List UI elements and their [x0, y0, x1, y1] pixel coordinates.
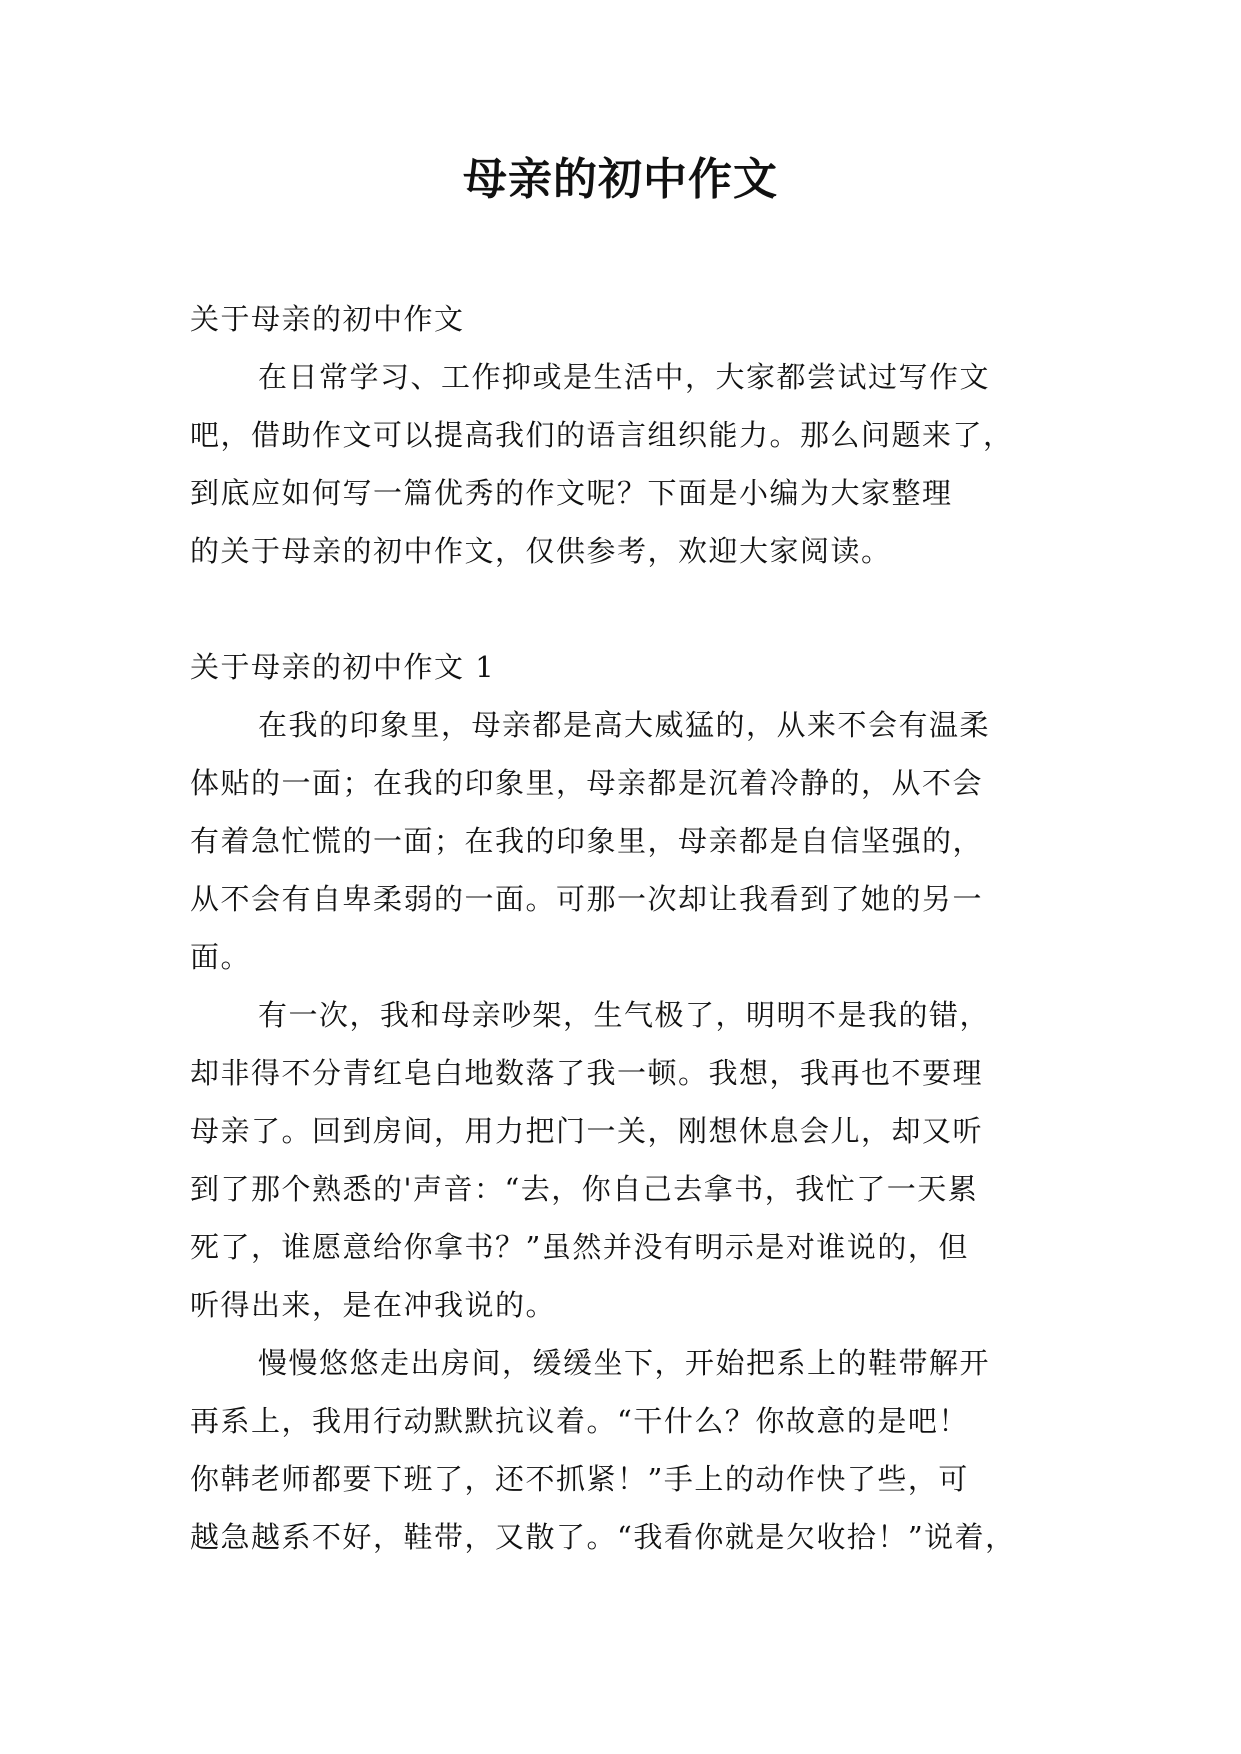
paragraph-line: 在日常学习、工作抑或是生活中，大家都尝试过写作文: [258, 360, 991, 394]
paragraph-line: 在我的印象里，母亲都是高大威猛的，从来不会有温柔: [258, 708, 991, 742]
paragraph-line: 母亲了。回到房间，用力把门一关，刚想休息会儿，却又听: [190, 1114, 984, 1148]
paragraph-line: 慢慢悠悠走出房间，缓缓坐下，开始把系上的鞋带解开: [258, 1346, 991, 1380]
paragraph-line: 到了那个熟悉的'声音：“去，你自己去拿书，我忙了一天累: [190, 1172, 979, 1206]
paragraph-1: [190, 696, 1060, 986]
paragraph-line: 你韩老师都要下班了，还不抓紧！”手上的动作快了些，可: [190, 1462, 969, 1496]
section-1-heading: 关于母亲的初中作文 1: [190, 650, 496, 684]
paragraph-line: 有着急忙慌的一面；在我的印象里，母亲都是自信坚强的，: [190, 824, 984, 858]
paragraph-line: 再系上，我用行动默默抗议着。“干什么？你故意的是吧！: [190, 1404, 969, 1438]
paragraph-line: 到底应如何写一篇优秀的作文呢？下面是小编为大家整理: [190, 476, 953, 510]
paragraph-line: 听得出来，是在冲我说的。: [190, 1288, 557, 1322]
paragraph-line: 的关于母亲的初中作文，仅供参考，欢迎大家阅读。: [190, 534, 892, 568]
section-gap: [190, 580, 1060, 638]
document-body: [190, 290, 1060, 1566]
paragraph-2: [190, 986, 1060, 1334]
document-title: 母亲的初中作文: [463, 154, 778, 205]
paragraph-line: 体贴的一面；在我的印象里，母亲都是沉着冷静的，从不会: [190, 766, 984, 800]
paragraph-line: 从不会有自卑柔弱的一面。可那一次却让我看到了她的另一: [190, 882, 984, 916]
intro-paragraph: [190, 348, 1060, 580]
paragraph-line: 有一次，我和母亲吵架，生气极了，明明不是我的错，: [258, 998, 991, 1032]
intro-heading: 关于母亲的初中作文: [190, 302, 465, 336]
paragraph-line: 越急越系不好，鞋带，又散了。“我看你就是欠收拾！”说着，: [190, 1520, 1016, 1554]
paragraph-line: 却非得不分青红皂白地数落了我一顿。我想，我再也不要理: [190, 1056, 984, 1090]
paragraph-3: [190, 1334, 1060, 1566]
paragraph-line: 面。: [190, 940, 252, 974]
paragraph-line: 吧，借助作文可以提高我们的语言组织能力。那么问题来了，: [190, 418, 1014, 452]
paragraph-line: 死了，谁愿意给你拿书？”虽然并没有明示是对谁说的，但: [190, 1230, 969, 1264]
